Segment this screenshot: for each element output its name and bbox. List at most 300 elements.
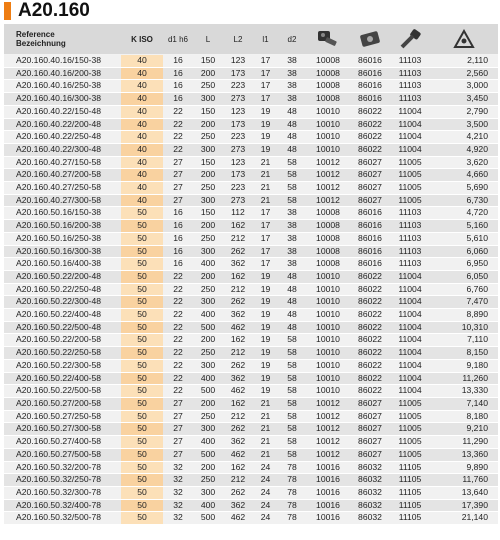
cell-price: 7,110 <box>430 334 498 347</box>
cell-kiso: 50 <box>121 347 163 360</box>
cell-clamping-screw: 10010 <box>306 270 350 283</box>
cell-l1: 21 <box>253 448 278 461</box>
cell-reference: A20.160.50.32/500-78 <box>4 512 121 525</box>
table-row <box>4 448 498 461</box>
cell-torx-screw: 11005 <box>390 410 430 423</box>
cell-L2: 273 <box>223 143 253 156</box>
cell-L2: 262 <box>223 486 253 499</box>
cell-d2: 58 <box>278 334 306 347</box>
cell-reference: A20.160.40.16/300-38 <box>4 93 121 106</box>
cell-kiso: 40 <box>121 67 163 80</box>
cell-d1: 27 <box>163 448 193 461</box>
cell-L: 200 <box>193 270 223 283</box>
cell-price: 21,140 <box>430 512 498 525</box>
cell-kiso: 50 <box>121 512 163 525</box>
cell-d1: 16 <box>163 207 193 220</box>
cell-reference: A20.160.40.22/300-48 <box>4 143 121 156</box>
cell-price: 9,180 <box>430 359 498 372</box>
cell-d1: 22 <box>163 105 193 118</box>
cell-l1: 19 <box>253 347 278 360</box>
cell-clamping-screw: 10010 <box>306 105 350 118</box>
cell-L: 250 <box>193 182 223 195</box>
cell-price: 9,210 <box>430 423 498 436</box>
table-row <box>4 397 498 410</box>
table-row <box>4 461 498 474</box>
cell-price: 9,890 <box>430 461 498 474</box>
cell-torx-screw: 11105 <box>390 486 430 499</box>
cell-d1: 22 <box>163 385 193 398</box>
cell-torx-screw: 11004 <box>390 334 430 347</box>
cell-torx-screw: 11005 <box>390 169 430 182</box>
cell-kiso: 50 <box>121 309 163 322</box>
cell-L2: 212 <box>223 474 253 487</box>
table-row <box>4 512 498 525</box>
cell-kiso: 40 <box>121 93 163 106</box>
table-row <box>4 131 498 144</box>
cell-L2: 123 <box>223 55 253 68</box>
cell-kiso: 50 <box>121 423 163 436</box>
cell-price: 11,760 <box>430 474 498 487</box>
cell-price: 3,000 <box>430 80 498 93</box>
cell-clamp-piece: 86032 <box>350 474 390 487</box>
cell-reference: A20.160.50.22/300-48 <box>4 296 121 309</box>
cell-L: 300 <box>193 93 223 106</box>
cell-price: 11,290 <box>430 436 498 449</box>
cell-d2: 58 <box>278 385 306 398</box>
table-row <box>4 499 498 512</box>
cell-clamp-piece: 86016 <box>350 67 390 80</box>
cell-torx-screw: 11103 <box>390 220 430 233</box>
table-row <box>4 182 498 195</box>
cell-l1: 17 <box>253 245 278 258</box>
cell-d2: 58 <box>278 156 306 169</box>
cell-l1: 21 <box>253 423 278 436</box>
cell-L2: 212 <box>223 347 253 360</box>
cell-d1: 22 <box>163 372 193 385</box>
cell-L2: 262 <box>223 245 253 258</box>
table-row <box>4 93 498 106</box>
cell-clamping-screw: 10010 <box>306 347 350 360</box>
cell-d1: 32 <box>163 474 193 487</box>
table-row <box>4 486 498 499</box>
cell-price: 2,560 <box>430 67 498 80</box>
cell-price: 6,730 <box>430 194 498 207</box>
cell-kiso: 40 <box>121 80 163 93</box>
cell-kiso: 50 <box>121 410 163 423</box>
cell-L: 300 <box>193 486 223 499</box>
cell-torx-screw: 11103 <box>390 80 430 93</box>
cell-L2: 223 <box>223 131 253 144</box>
table-row <box>4 436 498 449</box>
table-row <box>4 372 498 385</box>
cell-L2: 162 <box>223 397 253 410</box>
cell-kiso: 50 <box>121 372 163 385</box>
cell-clamping-screw: 10008 <box>306 258 350 271</box>
cell-L: 250 <box>193 80 223 93</box>
cell-l1: 19 <box>253 283 278 296</box>
cell-L: 200 <box>193 397 223 410</box>
cell-clamp-piece: 86027 <box>350 423 390 436</box>
cell-clamping-screw: 10012 <box>306 194 350 207</box>
cell-clamping-screw: 10008 <box>306 67 350 80</box>
cell-clamp-piece: 86022 <box>350 105 390 118</box>
header-l1: l1 <box>253 24 278 55</box>
cell-reference: A20.160.50.22/300-58 <box>4 359 121 372</box>
table-row <box>4 309 498 322</box>
cell-d1: 27 <box>163 182 193 195</box>
table-row <box>4 347 498 360</box>
cell-torx-screw: 11103 <box>390 93 430 106</box>
cell-clamp-piece: 86027 <box>350 410 390 423</box>
cell-L: 300 <box>193 296 223 309</box>
cell-reference: A20.160.40.22/150-48 <box>4 105 121 118</box>
cell-clamping-screw: 10012 <box>306 410 350 423</box>
cell-price: 3,500 <box>430 118 498 131</box>
cell-d2: 78 <box>278 512 306 525</box>
cell-kiso: 40 <box>121 105 163 118</box>
cell-d1: 27 <box>163 423 193 436</box>
cell-torx-screw: 11005 <box>390 448 430 461</box>
cell-L: 300 <box>193 194 223 207</box>
cell-clamping-screw: 10010 <box>306 118 350 131</box>
cell-clamp-piece: 86022 <box>350 143 390 156</box>
cell-reference: A20.160.40.27/200-58 <box>4 169 121 182</box>
cell-kiso: 50 <box>121 359 163 372</box>
cell-clamp-piece: 86022 <box>350 321 390 334</box>
cell-d2: 48 <box>278 309 306 322</box>
cell-clamping-screw: 10008 <box>306 93 350 106</box>
cell-clamping-screw: 10010 <box>306 296 350 309</box>
cell-kiso: 50 <box>121 397 163 410</box>
cell-clamp-piece: 86032 <box>350 512 390 525</box>
cell-price: 8,150 <box>430 347 498 360</box>
cell-reference: A20.160.40.22/250-48 <box>4 131 121 144</box>
cell-d2: 78 <box>278 486 306 499</box>
cell-L: 200 <box>193 334 223 347</box>
cell-d2: 38 <box>278 258 306 271</box>
cell-L2: 123 <box>223 156 253 169</box>
cell-kiso: 50 <box>121 474 163 487</box>
cell-torx-screw: 11004 <box>390 372 430 385</box>
cell-clamping-screw: 10010 <box>306 283 350 296</box>
cell-torx-screw: 11004 <box>390 131 430 144</box>
cell-d2: 48 <box>278 296 306 309</box>
cell-d2: 58 <box>278 347 306 360</box>
header-clamping-screw <box>306 24 350 55</box>
cell-L: 500 <box>193 385 223 398</box>
cell-L2: 223 <box>223 80 253 93</box>
cell-kiso: 40 <box>121 182 163 195</box>
cell-reference: A20.160.50.22/200-58 <box>4 334 121 347</box>
cell-price: 8,890 <box>430 309 498 322</box>
cell-reference: A20.160.40.22/200-48 <box>4 118 121 131</box>
cell-price: 4,210 <box>430 131 498 144</box>
cell-L2: 262 <box>223 359 253 372</box>
cell-L: 150 <box>193 105 223 118</box>
clamp-piece-icon <box>357 28 383 50</box>
cell-kiso: 50 <box>121 436 163 449</box>
cell-l1: 19 <box>253 105 278 118</box>
cell-d2: 48 <box>278 118 306 131</box>
cell-kiso: 50 <box>121 486 163 499</box>
cell-clamp-piece: 86022 <box>350 270 390 283</box>
table-row <box>4 245 498 258</box>
product-table <box>4 24 498 525</box>
cell-d1: 16 <box>163 93 193 106</box>
cell-torx-screw: 11004 <box>390 359 430 372</box>
cell-clamp-piece: 86032 <box>350 486 390 499</box>
cell-price: 7,140 <box>430 397 498 410</box>
cell-clamping-screw: 10016 <box>306 474 350 487</box>
cell-L2: 212 <box>223 283 253 296</box>
cell-L2: 362 <box>223 436 253 449</box>
table-row <box>4 80 498 93</box>
cell-L2: 462 <box>223 448 253 461</box>
cell-L: 250 <box>193 283 223 296</box>
cell-price: 4,720 <box>430 207 498 220</box>
table-row <box>4 67 498 80</box>
cell-clamp-piece: 86032 <box>350 461 390 474</box>
table-row <box>4 258 498 271</box>
cell-clamp-piece: 86022 <box>350 334 390 347</box>
cell-L: 300 <box>193 423 223 436</box>
cell-price: 3,620 <box>430 156 498 169</box>
cell-torx-screw: 11004 <box>390 347 430 360</box>
insert-triangle-icon <box>453 29 475 49</box>
cell-L: 250 <box>193 131 223 144</box>
cell-torx-screw: 11105 <box>390 474 430 487</box>
cell-torx-screw: 11005 <box>390 397 430 410</box>
cell-L: 400 <box>193 258 223 271</box>
cell-kiso: 40 <box>121 55 163 68</box>
cell-L2: 162 <box>223 220 253 233</box>
cell-price: 3,450 <box>430 93 498 106</box>
cell-torx-screw: 11103 <box>390 67 430 80</box>
cell-l1: 17 <box>253 232 278 245</box>
cell-l1: 19 <box>253 270 278 283</box>
cell-d1: 22 <box>163 321 193 334</box>
cell-L: 150 <box>193 156 223 169</box>
table-row <box>4 423 498 436</box>
cell-d1: 32 <box>163 461 193 474</box>
cell-clamp-piece: 86022 <box>350 359 390 372</box>
cell-price: 6,060 <box>430 245 498 258</box>
cell-clamp-piece: 86022 <box>350 283 390 296</box>
cell-L2: 212 <box>223 232 253 245</box>
cell-reference: A20.160.40.27/150-58 <box>4 156 121 169</box>
cell-torx-screw: 11005 <box>390 436 430 449</box>
cell-d1: 32 <box>163 512 193 525</box>
cell-d1: 16 <box>163 55 193 68</box>
cell-torx-screw: 11004 <box>390 118 430 131</box>
cell-torx-screw: 11004 <box>390 270 430 283</box>
cell-kiso: 50 <box>121 220 163 233</box>
table-row <box>4 194 498 207</box>
page-title: A20.160 <box>18 0 90 21</box>
cell-kiso: 50 <box>121 283 163 296</box>
cell-reference: A20.160.50.22/500-58 <box>4 385 121 398</box>
cell-d2: 48 <box>278 131 306 144</box>
cell-l1: 17 <box>253 55 278 68</box>
cell-reference: A20.160.50.27/200-58 <box>4 397 121 410</box>
cell-torx-screw: 11004 <box>390 296 430 309</box>
cell-kiso: 50 <box>121 448 163 461</box>
cell-L2: 262 <box>223 296 253 309</box>
table-row <box>4 270 498 283</box>
cell-d1: 27 <box>163 410 193 423</box>
table-row <box>4 143 498 156</box>
cell-d2: 58 <box>278 397 306 410</box>
cell-kiso: 50 <box>121 334 163 347</box>
cell-d1: 22 <box>163 334 193 347</box>
header-torx-screw <box>390 24 430 55</box>
cell-clamping-screw: 10012 <box>306 169 350 182</box>
cell-clamp-piece: 86022 <box>350 296 390 309</box>
cell-price: 5,610 <box>430 232 498 245</box>
cell-reference: A20.160.50.27/500-58 <box>4 448 121 461</box>
cell-d1: 22 <box>163 296 193 309</box>
cell-reference: A20.160.50.22/200-48 <box>4 270 121 283</box>
cell-L: 500 <box>193 321 223 334</box>
header-reference-label: Reference <box>16 30 55 39</box>
cell-torx-screw: 11004 <box>390 385 430 398</box>
cell-d1: 22 <box>163 131 193 144</box>
cell-L: 400 <box>193 436 223 449</box>
cell-L: 200 <box>193 461 223 474</box>
cell-l1: 21 <box>253 194 278 207</box>
header-reference <box>4 24 121 55</box>
header-d2: d2 <box>278 24 306 55</box>
cell-d2: 38 <box>278 93 306 106</box>
cell-l1: 21 <box>253 182 278 195</box>
cell-d1: 32 <box>163 486 193 499</box>
header-clamp-piece <box>350 24 390 55</box>
table-row <box>4 220 498 233</box>
cell-kiso: 40 <box>121 156 163 169</box>
cell-d2: 48 <box>278 283 306 296</box>
cell-d2: 58 <box>278 423 306 436</box>
table-row <box>4 296 498 309</box>
cell-price: 10,310 <box>430 321 498 334</box>
cell-clamping-screw: 10010 <box>306 143 350 156</box>
cell-clamp-piece: 86016 <box>350 80 390 93</box>
cell-l1: 21 <box>253 156 278 169</box>
cell-L2: 462 <box>223 512 253 525</box>
cell-L: 400 <box>193 499 223 512</box>
cell-d1: 22 <box>163 309 193 322</box>
cell-clamping-screw: 10008 <box>306 245 350 258</box>
table-row <box>4 334 498 347</box>
cell-reference: A20.160.50.32/400-78 <box>4 499 121 512</box>
cell-clamping-screw: 10008 <box>306 232 350 245</box>
cell-d2: 48 <box>278 105 306 118</box>
cell-reference: A20.160.40.16/250-38 <box>4 80 121 93</box>
cell-reference: A20.160.50.27/400-58 <box>4 436 121 449</box>
cell-d1: 16 <box>163 67 193 80</box>
cell-d1: 16 <box>163 245 193 258</box>
cell-d2: 38 <box>278 67 306 80</box>
cell-torx-screw: 11105 <box>390 499 430 512</box>
cell-L2: 362 <box>223 258 253 271</box>
cell-L2: 262 <box>223 423 253 436</box>
cell-clamping-screw: 10008 <box>306 207 350 220</box>
cell-l1: 19 <box>253 359 278 372</box>
cell-torx-screw: 11004 <box>390 143 430 156</box>
cell-l1: 19 <box>253 118 278 131</box>
cell-reference: A20.160.50.27/300-58 <box>4 423 121 436</box>
cell-clamp-piece: 86016 <box>350 93 390 106</box>
cell-reference: A20.160.50.32/250-78 <box>4 474 121 487</box>
cell-L: 200 <box>193 118 223 131</box>
cell-clamping-screw: 10016 <box>306 461 350 474</box>
cell-d1: 22 <box>163 270 193 283</box>
cell-kiso: 40 <box>121 118 163 131</box>
cell-price: 5,160 <box>430 220 498 233</box>
cell-clamping-screw: 10012 <box>306 423 350 436</box>
cell-clamp-piece: 86027 <box>350 436 390 449</box>
header-L2: L2 <box>223 24 253 55</box>
cell-price: 11,260 <box>430 372 498 385</box>
cell-d2: 38 <box>278 232 306 245</box>
table-row <box>4 55 498 68</box>
cell-reference: A20.160.50.32/200-78 <box>4 461 121 474</box>
table-row <box>4 232 498 245</box>
cell-L: 400 <box>193 372 223 385</box>
table-row <box>4 321 498 334</box>
cell-reference: A20.160.50.22/400-48 <box>4 309 121 322</box>
cell-price: 13,360 <box>430 448 498 461</box>
cell-d2: 58 <box>278 410 306 423</box>
cell-clamp-piece: 86027 <box>350 169 390 182</box>
cell-torx-screw: 11103 <box>390 258 430 271</box>
cell-d2: 48 <box>278 270 306 283</box>
table-row <box>4 156 498 169</box>
cell-l1: 17 <box>253 93 278 106</box>
cell-l1: 19 <box>253 296 278 309</box>
cell-reference: A20.160.50.16/250-38 <box>4 232 121 245</box>
cell-d2: 38 <box>278 245 306 258</box>
cell-torx-screw: 11004 <box>390 105 430 118</box>
cell-L: 200 <box>193 67 223 80</box>
cell-clamping-screw: 10012 <box>306 182 350 195</box>
cell-price: 4,660 <box>430 169 498 182</box>
cell-L: 500 <box>193 512 223 525</box>
cell-d1: 27 <box>163 169 193 182</box>
cell-d2: 58 <box>278 448 306 461</box>
cell-l1: 21 <box>253 397 278 410</box>
cell-clamp-piece: 86016 <box>350 232 390 245</box>
cell-L2: 362 <box>223 372 253 385</box>
table-header-row <box>4 24 498 55</box>
cell-L: 250 <box>193 232 223 245</box>
cell-L2: 462 <box>223 385 253 398</box>
cell-l1: 17 <box>253 220 278 233</box>
cell-clamp-piece: 86022 <box>350 385 390 398</box>
cell-clamping-screw: 10010 <box>306 334 350 347</box>
cell-reference: A20.160.50.16/200-38 <box>4 220 121 233</box>
cell-l1: 19 <box>253 309 278 322</box>
cell-d1: 32 <box>163 499 193 512</box>
cell-L2: 212 <box>223 410 253 423</box>
cell-price: 6,050 <box>430 270 498 283</box>
cell-d2: 58 <box>278 182 306 195</box>
cell-d1: 22 <box>163 118 193 131</box>
cell-torx-screw: 11103 <box>390 232 430 245</box>
cell-torx-screw: 11004 <box>390 321 430 334</box>
cell-d2: 58 <box>278 194 306 207</box>
cell-kiso: 50 <box>121 296 163 309</box>
cell-L: 300 <box>193 143 223 156</box>
